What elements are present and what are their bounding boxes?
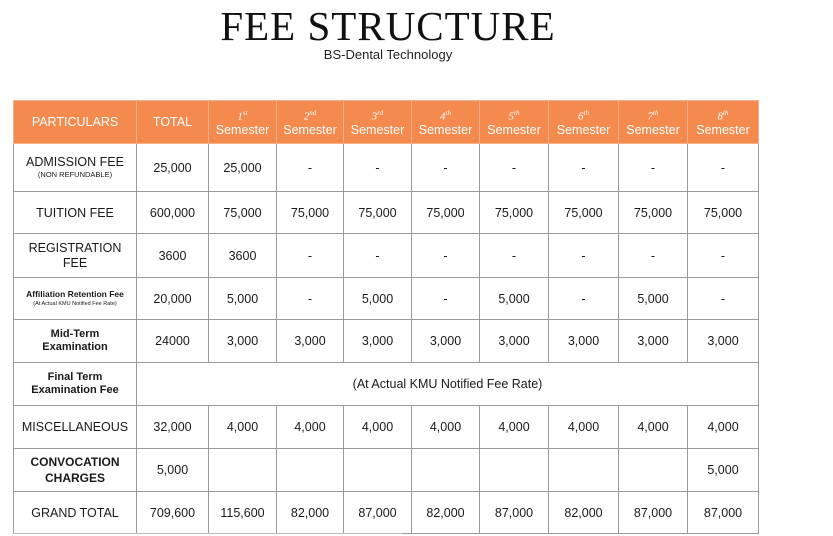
row-cell: -: [480, 234, 549, 278]
row-total: 709,600: [137, 492, 209, 534]
row-cell: 87,000: [344, 492, 412, 534]
row-cell: 82,000: [549, 492, 619, 534]
row-cell: -: [344, 144, 412, 192]
row-total: 5,000: [137, 449, 209, 492]
row-cell: -: [412, 144, 480, 192]
row-cell: 3600: [209, 234, 277, 278]
row-cell: 5,000: [480, 278, 549, 320]
page-subtitle: BS-Dental Technology: [323, 47, 453, 62]
final-term-note: (At Actual KMU Notified Fee Rate): [137, 363, 759, 406]
row-cell: -: [549, 234, 619, 278]
header-semester-4: 4th Semester: [412, 101, 480, 144]
bottom-divider: [13, 533, 403, 534]
header-total: TOTAL: [137, 101, 209, 144]
row-label: ADMISSION FEE (NON REFUNDABLE): [14, 144, 137, 192]
header-semester-8: 8th Semester: [688, 101, 759, 144]
row-cell: 3,000: [209, 320, 277, 363]
row-cell: 4,000: [344, 406, 412, 449]
row-cell: 25,000: [209, 144, 277, 192]
row-cell: 75,000: [412, 192, 480, 234]
row-total: 20,000: [137, 278, 209, 320]
header-semester-6: 6th Semester: [549, 101, 619, 144]
row-cell: -: [688, 278, 759, 320]
row-cell: [549, 449, 619, 492]
row-cell: -: [549, 144, 619, 192]
row-cell: [344, 449, 412, 492]
row-label: Affiliation Retention Fee (At Actual KMU Notified Fee Rate): [14, 278, 137, 320]
row-cell: 3,000: [549, 320, 619, 363]
row-cell: 4,000: [480, 406, 549, 449]
row-total: 600,000: [137, 192, 209, 234]
row-cell: 82,000: [277, 492, 344, 534]
row-cell: -: [277, 234, 344, 278]
row-cell: -: [549, 278, 619, 320]
row-cell: 87,000: [480, 492, 549, 534]
row-cell: 4,000: [549, 406, 619, 449]
row-cell: 75,000: [209, 192, 277, 234]
row-cell: 75,000: [480, 192, 549, 234]
row-total: 32,000: [137, 406, 209, 449]
header-semester-2: 2nd Semester: [277, 101, 344, 144]
row-cell: 3,000: [412, 320, 480, 363]
row-label: MISCELLANEOUS: [14, 406, 137, 449]
row-cell: -: [688, 144, 759, 192]
row-cell: [619, 449, 688, 492]
row-cell: -: [619, 234, 688, 278]
row-cell: [277, 449, 344, 492]
header-semester-3: 3rd Semester: [344, 101, 412, 144]
row-cell: 3,000: [277, 320, 344, 363]
header-semester-5: 5th Semester: [480, 101, 549, 144]
table-row-convocation: [14, 449, 759, 492]
row-total: 3600: [137, 234, 209, 278]
row-cell: 115,600: [209, 492, 277, 534]
row-cell: [480, 449, 549, 492]
row-cell: 82,000: [412, 492, 480, 534]
row-cell: 4,000: [619, 406, 688, 449]
table-row-mid-term: [14, 320, 759, 363]
table-header-row: [14, 101, 759, 144]
row-cell: 3,000: [688, 320, 759, 363]
row-label: Final Term Examination Fee: [14, 363, 137, 406]
row-cell: -: [480, 144, 549, 192]
row-cell: -: [412, 278, 480, 320]
row-total: 24000: [137, 320, 209, 363]
header-semester-7: 7th Semester: [619, 101, 688, 144]
row-cell: 5,000: [688, 449, 759, 492]
table-row-admission-fee: [14, 144, 759, 192]
row-label: CONVOCATION CHARGES: [14, 449, 137, 492]
table-row-grand-total: [14, 492, 759, 534]
header-semester-1: 1st Semester: [209, 101, 277, 144]
row-cell: -: [277, 278, 344, 320]
row-label: GRAND TOTAL: [14, 492, 137, 534]
table-row-final-term: [14, 363, 759, 406]
fee-table: [13, 100, 759, 534]
header-particulars: PARTICULARS: [14, 101, 137, 144]
row-label: REGISTRATION FEE: [14, 234, 137, 278]
row-cell: 4,000: [209, 406, 277, 449]
table-row-affiliation-fee: [14, 278, 759, 320]
row-cell: 5,000: [619, 278, 688, 320]
page-title: FEE STRUCTURE: [220, 3, 556, 49]
row-cell: 3,000: [619, 320, 688, 363]
table-row-miscellaneous: [14, 406, 759, 449]
row-cell: -: [277, 144, 344, 192]
row-cell: 75,000: [344, 192, 412, 234]
row-cell: 75,000: [549, 192, 619, 234]
table-row-registration-fee: [14, 234, 759, 278]
row-cell: 3,000: [344, 320, 412, 363]
row-cell: [412, 449, 480, 492]
row-cell: 3,000: [480, 320, 549, 363]
row-cell: 5,000: [209, 278, 277, 320]
row-cell: 87,000: [688, 492, 759, 534]
row-cell: 4,000: [277, 406, 344, 449]
row-cell: [209, 449, 277, 492]
row-cell: 87,000: [619, 492, 688, 534]
row-cell: 4,000: [412, 406, 480, 449]
row-cell: 75,000: [277, 192, 344, 234]
row-cell: -: [619, 144, 688, 192]
table-row-tuition-fee: [14, 192, 759, 234]
row-cell: -: [344, 234, 412, 278]
row-cell: -: [412, 234, 480, 278]
row-total: 25,000: [137, 144, 209, 192]
row-cell: 75,000: [688, 192, 759, 234]
row-cell: 75,000: [619, 192, 688, 234]
row-cell: 5,000: [344, 278, 412, 320]
row-cell: -: [688, 234, 759, 278]
row-label: Mid-Term Examination: [14, 320, 137, 363]
row-label: TUITION FEE: [14, 192, 137, 234]
row-cell: 4,000: [688, 406, 759, 449]
